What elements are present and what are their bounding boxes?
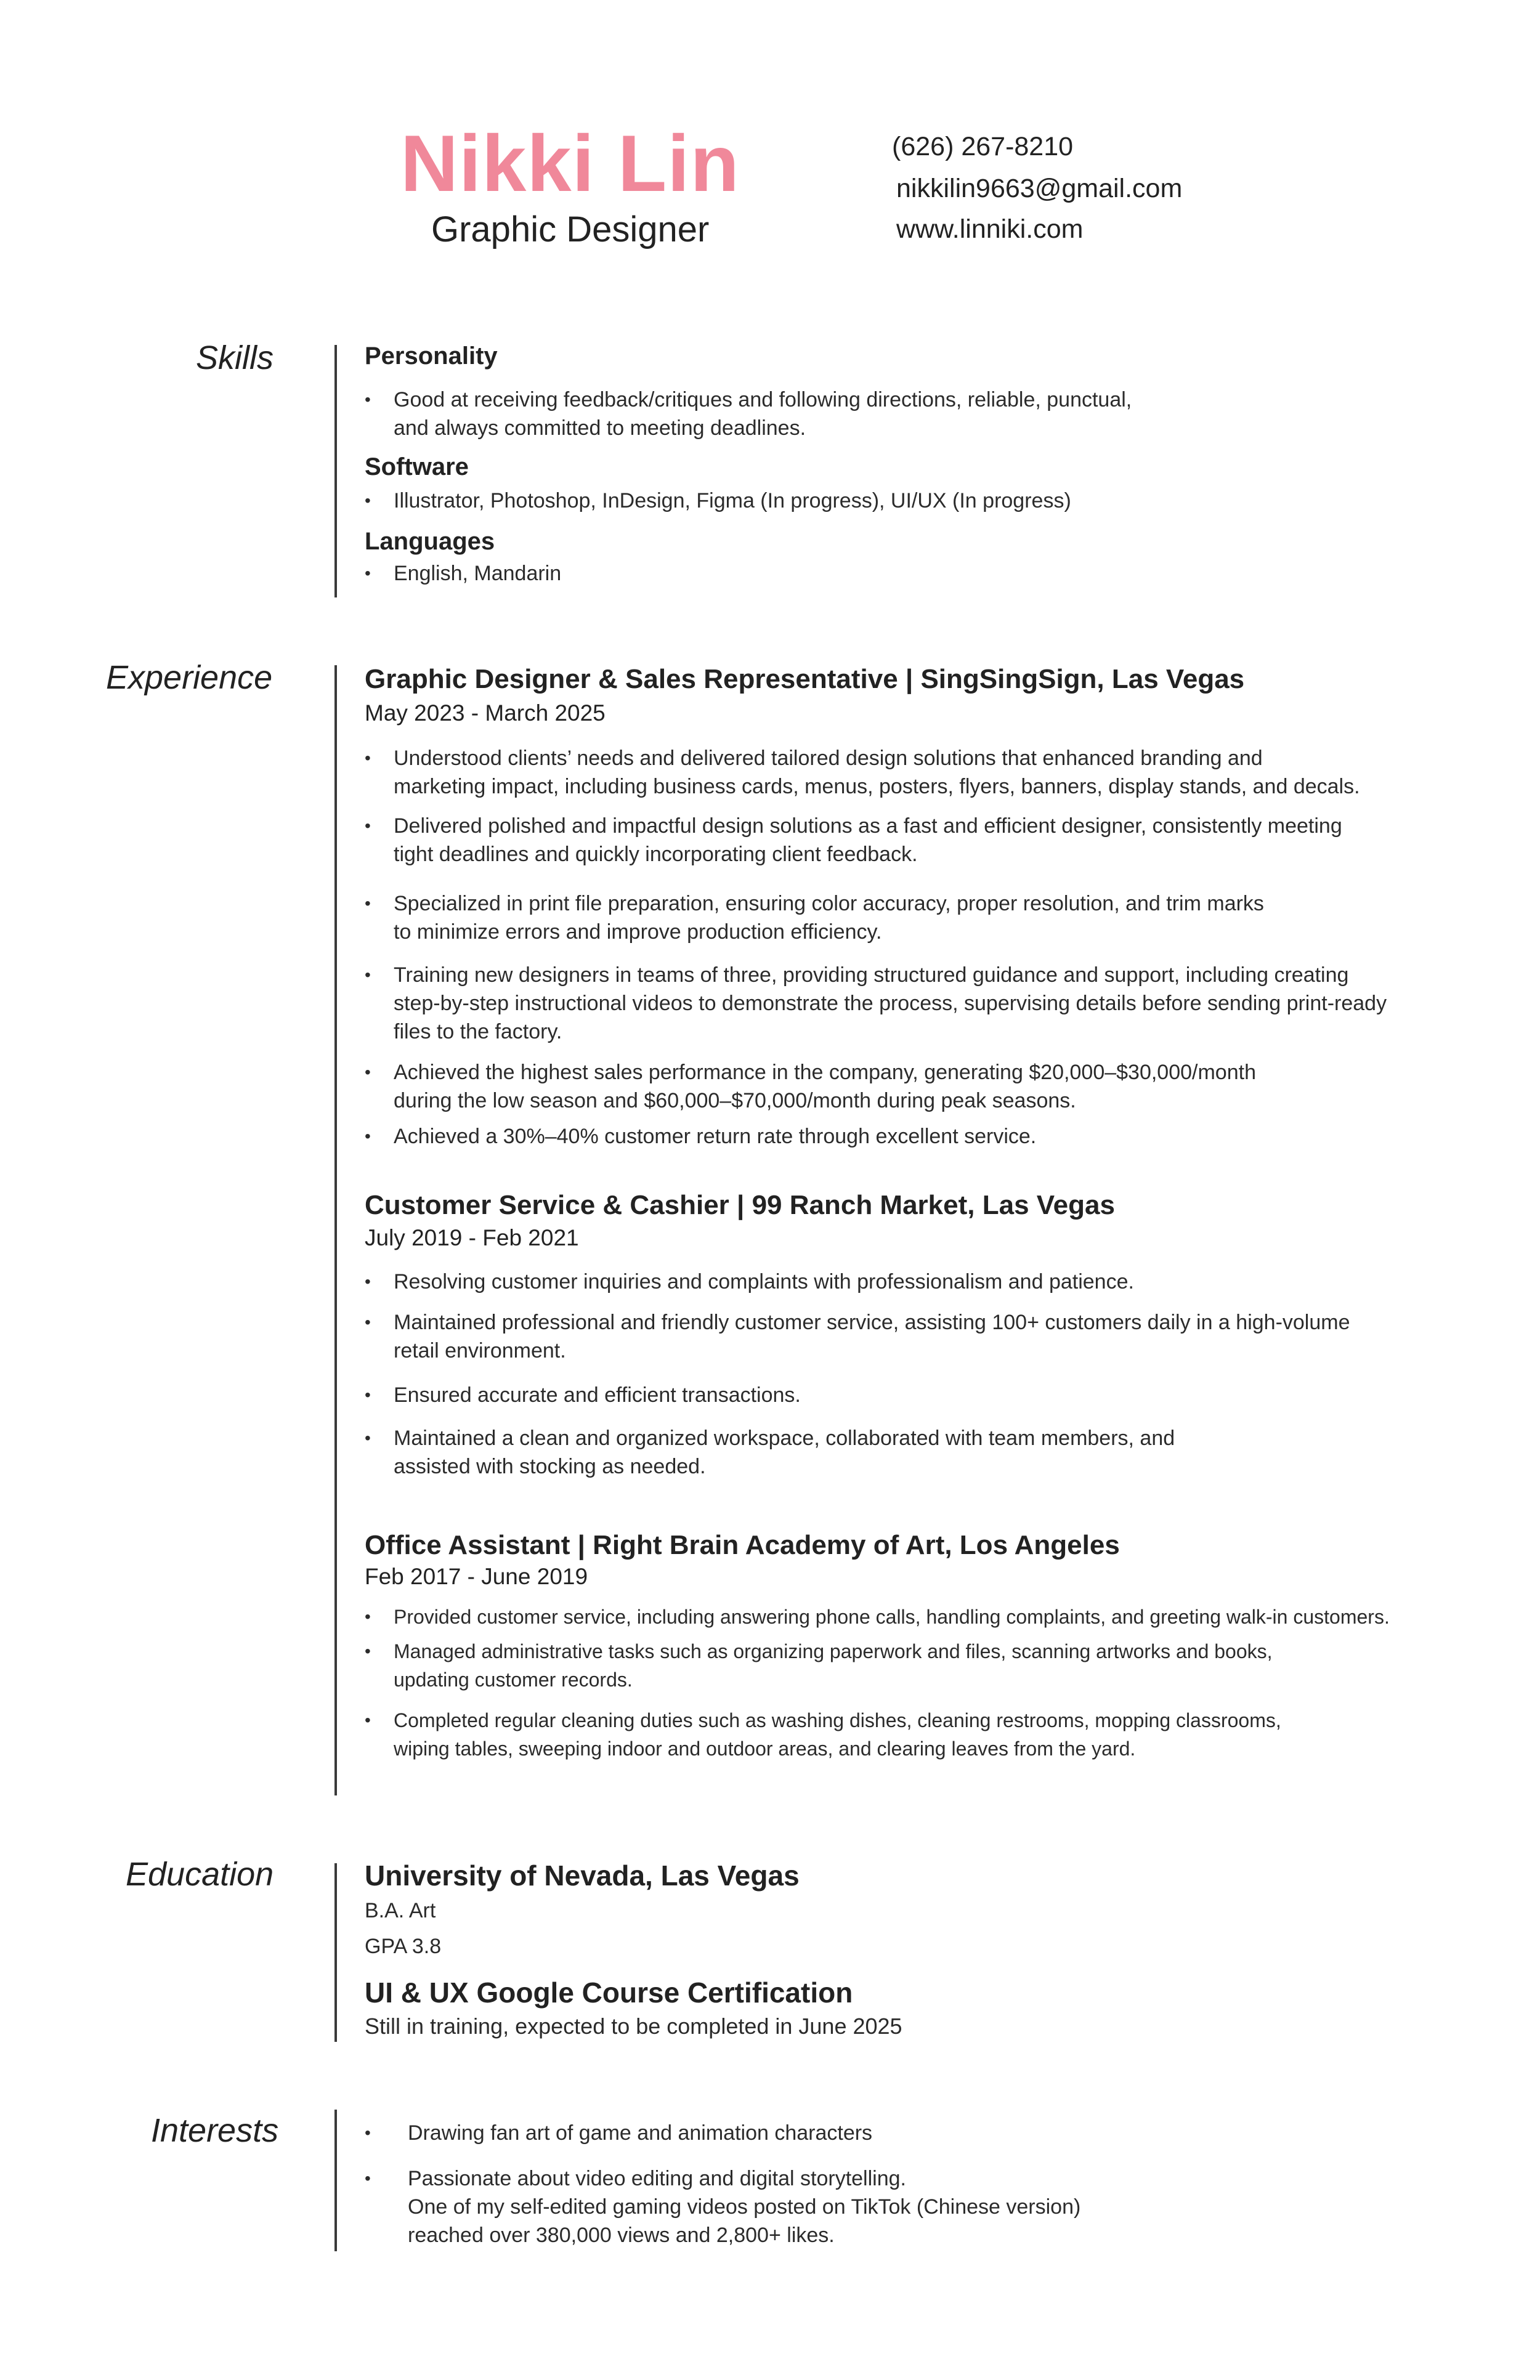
bullet-dot: • xyxy=(365,1272,371,1291)
resume-name: Nikki Lin xyxy=(400,118,740,208)
bullet-dot: • xyxy=(365,1641,371,1661)
bullet-dot: • xyxy=(365,390,371,409)
degree: B.A. Art xyxy=(365,1899,436,1922)
experience-divider xyxy=(334,665,337,1795)
email-address: nikkilin9663@gmail.com xyxy=(896,174,1183,203)
job-dates-3: Feb 2017 - June 2019 xyxy=(365,1564,588,1589)
bullet-dot: • xyxy=(365,2123,371,2142)
phone-number: (626) 267-8210 xyxy=(892,132,1074,161)
website-link: www.linniki.com xyxy=(896,214,1084,244)
bullet-dot: • xyxy=(365,1428,371,1447)
bullet-dot: • xyxy=(365,1127,371,1146)
bullet-dot: • xyxy=(365,1385,371,1404)
education-label: Education xyxy=(126,1856,274,1893)
gpa: GPA 3.8 xyxy=(365,1935,442,1958)
education-divider xyxy=(334,1863,337,2042)
skills-label: Skills xyxy=(196,339,274,376)
skills-divider xyxy=(334,345,337,597)
bullet-dot: • xyxy=(365,965,371,984)
job-title-1: Graphic Designer & Sales Representative | SingSingSign, Las Vegas xyxy=(365,664,1245,694)
job-title-3: Office Assistant | Right Brain Academy of Art, Los Angeles xyxy=(365,1530,1120,1560)
school-name: University of Nevada, Las Vegas xyxy=(365,1860,800,1892)
certification-name: UI & UX Google Course Certification xyxy=(365,1977,853,2009)
bullet-dot: • xyxy=(365,1313,371,1332)
job-dates-2: July 2019 - Feb 2021 xyxy=(365,1225,579,1250)
software-heading: Software xyxy=(365,453,469,480)
bullet-dot: • xyxy=(365,748,371,767)
bullet-dot: • xyxy=(365,1710,371,1730)
job-title: Graphic Designer xyxy=(431,209,710,249)
languages-heading: Languages xyxy=(365,528,495,555)
bullet-dot: • xyxy=(365,894,371,913)
bullet-dot: • xyxy=(365,2169,371,2188)
personality-heading: Personality xyxy=(365,342,498,370)
interests-label: Interests xyxy=(151,2112,279,2149)
bullet-dot: • xyxy=(365,491,371,510)
certification-status: Still in training, expected to be completed in June 2025 xyxy=(365,2014,902,2039)
job-title-2: Customer Service & Cashier | 99 Ranch Market, Las Vegas xyxy=(365,1190,1115,1220)
experience-label: Experience xyxy=(106,659,273,696)
bullet-dot: • xyxy=(365,1062,371,1082)
bullet-dot: • xyxy=(365,816,371,835)
interests-divider xyxy=(334,2110,337,2251)
job-dates-1: May 2023 - March 2025 xyxy=(365,700,606,726)
bullet-dot: • xyxy=(365,1607,371,1626)
bullet-dot: • xyxy=(365,564,371,583)
